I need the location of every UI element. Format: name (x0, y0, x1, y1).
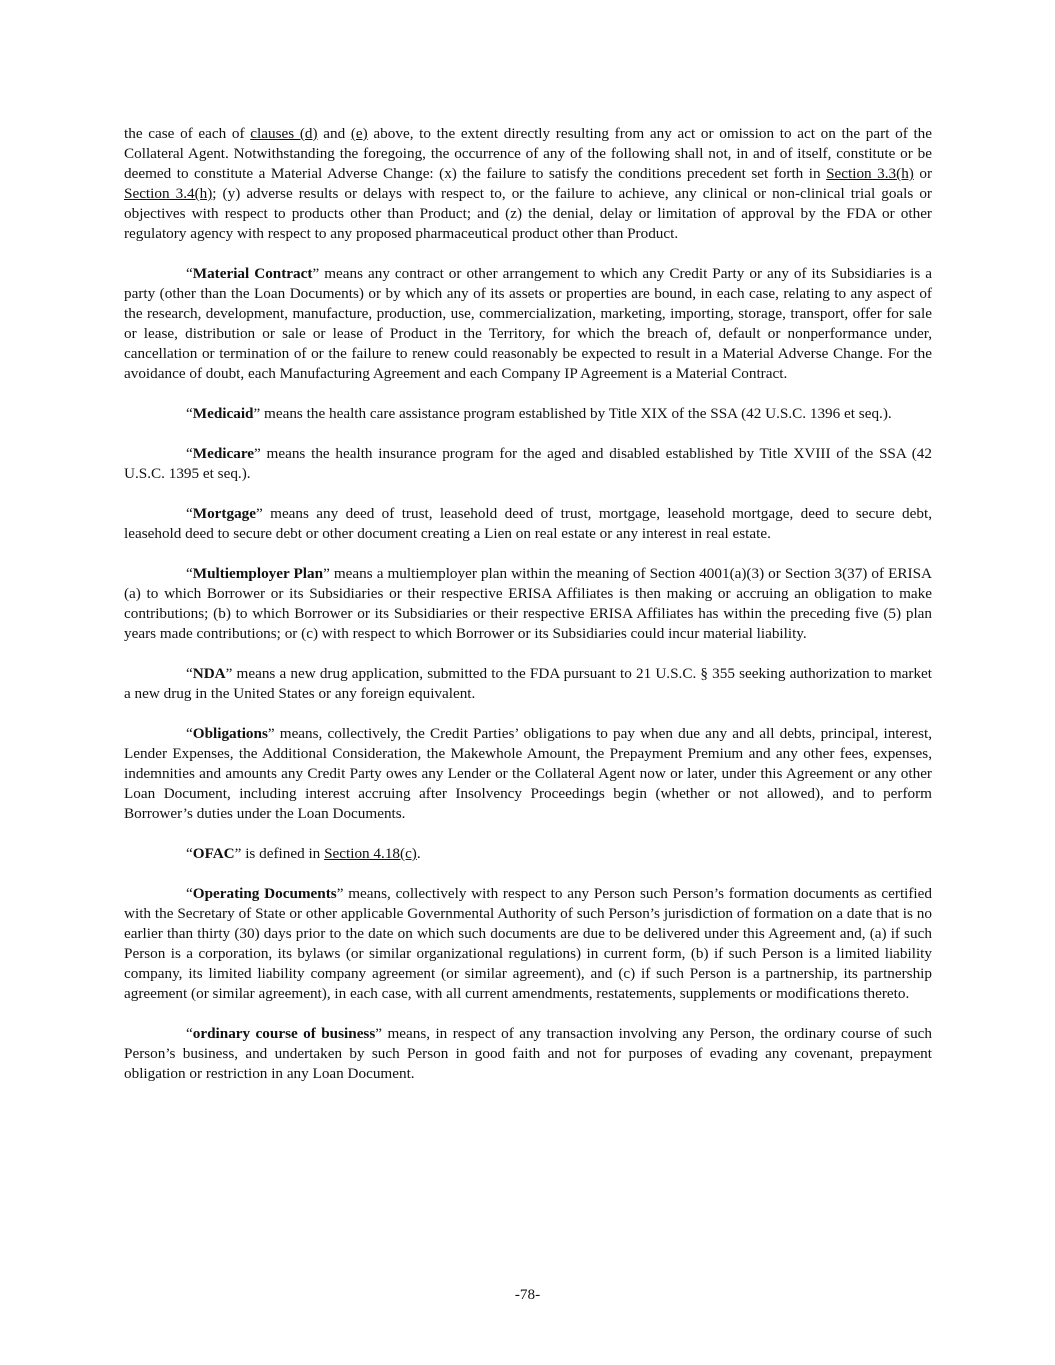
defined-term: Multiemployer Plan (192, 565, 324, 582)
text-run: above, to the extent directly resulting from any act or omission to act on the part of the Collateral Agent. Notwithstanding the foregoing, the occurrence of any of the following shall not, in and of itself, constitute or be deemed to constitute a Material Adverse Change: (x) the failure to satisfy the conditions precedent set forth in (124, 125, 932, 182)
definition-text: means the health care assistance program established by Title XIX of the SSA (42 U.S.C. 1396 et seq.). (260, 405, 892, 422)
definition-ordinary-course-of-business: “ordinary course of business” means, in respect of any transaction involving any Person, the ordinary course of such Person’s business, and undertaken by such Person in good faith and not for purposes of evading any covenant, prepayment obligation or restriction in any Loan Document. (124, 1025, 933, 1082)
text-run: or (913, 165, 932, 182)
definition-obligations: “Obligations” means, collectively, the Credit Parties’ obligations to pay when due any and all debts, principal, interest, Lender Expenses, the Additional Consideration, the Makewhole Amount, the Prepayment Premium and any other fees, expenses, indemnities and amounts any Credit Party owes any Lender or the Collateral Agent now or later, under this Agreement or any other Loan Document, including interest accruing after Insolvency Proceedings begin (whether or not allowed), and to perform Borrower’s duties under the Loan Documents. (124, 725, 932, 822)
defined-term: Operating Documents (192, 885, 337, 902)
defined-term: OFAC (192, 845, 235, 862)
page-number: -78- (514, 1286, 541, 1303)
definition-text: . (416, 845, 421, 862)
defined-term: Obligations (192, 725, 268, 742)
definition-nda: “NDA” means a new drug application, submitted to the FDA pursuant to 21 U.S.C. § 355 seeking authorization to market a new drug in the United States or any foreign equivalent. (124, 665, 932, 702)
document-page (124, 124, 932, 1104)
cross-reference: Section 3.4(h) (124, 185, 213, 202)
definition-ofac: “OFAC” is defined in Section 4.18(c). (186, 845, 421, 862)
definition-text: means the health insurance program for the aged and disabled established by Title XVIII of the SSA (42 U.S.C. 1395 et seq.). (124, 445, 932, 482)
defined-term: ordinary course of business (192, 1025, 376, 1042)
definition-text: means any deed of trust, leasehold deed of trust, mortgage, leasehold mortgage, deed to secure debt, leasehold deed to secure debt or other document creating a Lien on real estate or any interest in real estate. (124, 505, 932, 542)
defined-term: Medicaid (192, 405, 254, 422)
definition-text: is defined in (241, 845, 325, 862)
defined-term: Mortgage (192, 505, 256, 522)
definition-operating-documents: “Operating Documents” means, collectively with respect to any Person such Person’s formation documents as certified with the Secretary of State or other applicable Governmental Authority of such Person’s jurisdiction of formation on a date that is no earlier than thirty (30) days prior to the date on which such documents are due to be delivered under this Agreement and, (a) if such Person is a corporation, its bylaws (or similar organizational regulations) in current form, (b) if such Person is a limited liability company, its limited liability company agreement (or similar agreement), and (c) if such Person is a partnership, its partnership agreement (or similar agreement), in each case, with all current amendments, restatements, supplements or modifications thereto. (124, 885, 932, 1002)
defined-term: Medicare (192, 445, 255, 462)
defined-term: Material Contract (192, 265, 313, 282)
text-run: and (317, 125, 351, 142)
defined-term: NDA (192, 665, 226, 682)
continuation-paragraph (124, 124, 932, 244)
definition-text: means, collectively, the Credit Parties’ obligations to pay when due any and all debts, principal, interest, Lender Expenses, the Additional Consideration, the Makewhole Amount, the Prepayment Premium and any other fees, expenses, indemnities and amounts any Credit Party owes any Lender or the Collateral Agent now or later, under this Agreement or any other Loan Document, including interest accruing after Insolvency Proceedings begin (whether or not allowed), and to perform Borrower’s duties under the Loan Documents. (124, 725, 932, 822)
definition-text: means any contract or other arrangement to which any Credit Party or any of its Subsidiaries is a party (other than the Loan Documents) or by which any of its assets or properties are bound, in each case, relating to any aspect of the research, development, manufacture, production, use, commercialization, marketing, importing, storage, transport, offer for sale or lease, distribution or sale or lease of Product in the Territory, for which the breach of, default or nonperformance under, cancellation or termination of or the failure to renew could reasonably be expected to result in a Material Adverse Change. For the avoidance of doubt, each Manufacturing Agreement and each Company IP Agreement is a Material Contract. (124, 265, 933, 382)
cross-reference: Section 3.3(h) (826, 165, 914, 182)
text-run: the case of each of (124, 125, 251, 142)
text-run: ; (y) adverse results or delays with respect to, or the failure to achieve, any clinical or non-clinical trial goals or objectives with respect to products other than Product; and (z) the denial, delay or limitation of approval by the FDA or other regulatory agency with respect to any proposed pharmaceutical product other than Product. (124, 185, 932, 242)
definition-text: means a new drug application, submitted to the FDA pursuant to 21 U.S.C. § 355 seeking authorization to market a new drug in the United States or any foreign equivalent. (124, 665, 932, 702)
definition-text: means, in respect of any transaction involving any Person, the ordinary course of such Person’s business, and undertaken by such Person in good faith and not for purposes of evading any covenant, prepayment obligation or restriction in any Loan Document. (124, 1025, 933, 1082)
definition-medicaid: “Medicaid” means the health care assistance program established by Title XIX of the SSA (42 U.S.C. 1396 et seq.). (186, 405, 892, 422)
definition-medicare: “Medicare” means the health insurance program for the aged and disabled established by Title XVIII of the SSA (42 U.S.C. 1395 et seq.). (124, 445, 932, 482)
definition-mortgage: “Mortgage” means any deed of trust, leasehold deed of trust, mortgage, leasehold mortgage, deed to secure debt, leasehold deed to secure debt or other document creating a Lien on real estate or any interest in real estate. (124, 505, 932, 542)
definition-multiemployer-plan: “Multiemployer Plan” means a multiemployer plan within the meaning of Section 4001(a)(3) or Section 3(37) of ERISA (a) to which Borrower or its Subsidiaries or their respective ERISA Affiliates is then making or accruing an obligation to make contributions; (b) to which Borrower or its Subsidiaries or their respective ERISA Affiliates has within the preceding five (5) plan years made contributions; or (c) with respect to which Borrower or its Subsidiaries could incur material liability. (124, 565, 932, 642)
cross-reference: (e) (350, 125, 368, 142)
cross-reference: clauses (d) (250, 125, 318, 142)
cross-reference: Section 4.18(c) (324, 845, 417, 862)
definition-text: means a multiemployer plan within the meaning of Section 4001(a)(3) or Section 3(37) of ERISA (a) to which Borrower or its Subsidiaries or their respective ERISA Affiliates is then making or accruing an obligation to make contributions; (b) to which Borrower or its Subsidiaries or their respective ERISA Affiliates has within the preceding five (5) plan years made contributions; or (c) with respect to which Borrower or its Subsidiaries could incur material liability. (124, 565, 932, 642)
definition-text: means, collectively with respect to any Person such Person’s formation documents as certified with the Secretary of State or other applicable Governmental Authority of such Person’s jurisdiction of formation on a date that is no earlier than thirty (30) days prior to the date on which such documents are due to be delivered under this Agreement and, (a) if such Person is a corporation, its bylaws (or similar organizational regulations) in current form, (b) if such Person is a limited liability company, its limited liability company agreement (or similar agreement), and (c) if such Person is a partnership, its partnership agreement (or similar agreement), in each case, with all current amendments, restatements, supplements or modifications thereto. (124, 885, 932, 1002)
definition-material-contract: “Material Contract” means any contract or other arrangement to which any Credit Party or any of its Subsidiaries is a party (other than the Loan Documents) or by which any of its assets or properties are bound, in each case, relating to any aspect of the research, development, manufacture, production, use, commercialization, marketing, importing, storage, transport, offer for sale or lease, distribution or sale or lease of Product in the Territory, for which the breach of, default or nonperformance under, cancellation or termination of or the failure to renew could reasonably be expected to result in a Material Adverse Change. For the avoidance of doubt, each Manufacturing Agreement and each Company IP Agreement is a Material Contract. (124, 265, 933, 382)
